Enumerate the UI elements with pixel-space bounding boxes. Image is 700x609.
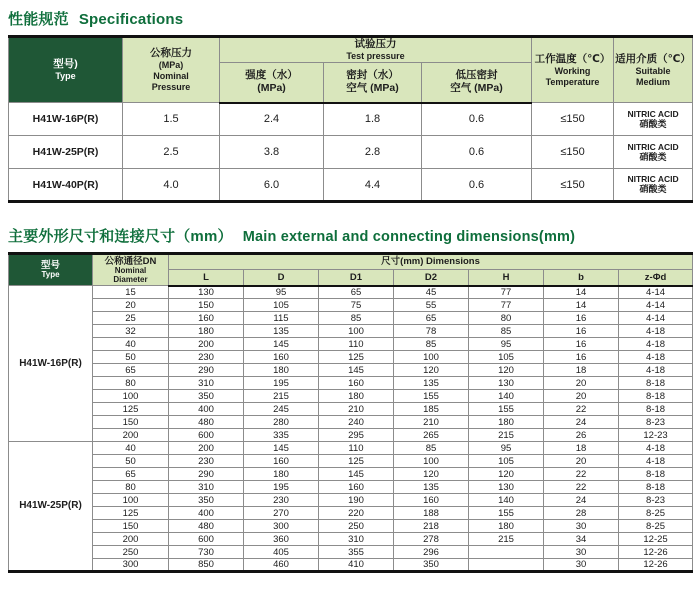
low-seal-unit: 空气 (MPa) [450,82,503,95]
seal-zh: 密封（水） [346,69,399,82]
dims-cell: 188 [394,507,469,520]
dims-cell: 400 [169,507,244,520]
dims-cell: 8-23 [619,494,693,507]
dims-cell: 120 [469,468,544,481]
dims-cell: 78 [394,325,469,338]
dims-cell: 280 [244,416,319,429]
dims-cell: 4-18 [619,364,693,377]
dims-cell: 220 [319,507,394,520]
dims-cell: 295 [319,429,394,442]
medium-line-zh: 硝酸类 [639,184,667,195]
dims-cell: 105 [244,299,319,312]
dims-cell: 290 [169,468,244,481]
dims-table [8,252,693,573]
dims-cell: 30 [544,520,619,533]
dims-cell: 245 [244,403,319,416]
dims-row [9,377,693,390]
dims-cell: 8-23 [619,416,693,429]
medium-line-en: NITRIC ACID [627,108,679,119]
spec-cell-temp: ≤150 [532,169,614,202]
dims-cell [469,559,544,572]
dims-group-header [169,254,693,270]
dn-zh: 公称通径DN [104,255,157,267]
temp-en1: Working [554,65,591,76]
dims-cell: 105 [469,351,544,364]
dims-cell: 480 [169,416,244,429]
medium-line-en: NITRIC ACID [627,174,679,184]
medium-zh-label: 适用介质（℃） [615,52,691,65]
dims-row [9,559,693,572]
dims-cell: 160 [319,481,394,494]
dims-cell: 195 [244,481,319,494]
dims-cell: 22 [544,403,619,416]
dims-cell: 185 [394,403,469,416]
dims-cell: 4-18 [619,455,693,468]
dims-cell: 140 [469,390,544,403]
dims-cell: 296 [394,546,469,559]
dims-row [9,351,693,364]
spec-cell-seal: 2.8 [324,136,422,169]
dims-cell: 135 [394,377,469,390]
dims-cell: 145 [244,338,319,351]
dims-cell: 85 [319,312,394,325]
dims-cell: 200 [169,338,244,351]
dims-cell: 215 [469,429,544,442]
dims-cell: 16 [544,312,619,325]
dims-cell: 250 [93,546,169,559]
dims-cell: 8-18 [619,390,693,403]
dims-cell: 145 [244,442,319,455]
dims-cell: 65 [319,286,394,299]
dims-cell: 125 [319,455,394,468]
dims-cell: 4-18 [619,351,693,364]
dims-cell: 180 [244,364,319,377]
dims-cell: 30 [544,546,619,559]
dims-cell: 120 [469,364,544,377]
dims-row [9,325,693,338]
dims-cell: 155 [469,507,544,520]
dims-cell: 65 [93,364,169,377]
dims-cell: 12-23 [619,429,693,442]
dims-cell: 155 [469,403,544,416]
dim-col-b: b [544,270,619,286]
dims-row [9,429,693,442]
nominal-en1: Nominal [153,71,189,82]
dims-cell: 600 [169,429,244,442]
dims-cell: 125 [93,403,169,416]
dims-cell-type: H41W-16P(R) [9,286,93,442]
spec-col-seal [324,63,422,103]
dim-col-zPhid: z-Φd [619,270,693,286]
dims-cell: 350 [169,390,244,403]
dims-cell: 135 [244,325,319,338]
dims-cell: 405 [244,546,319,559]
dims-cell: 160 [244,455,319,468]
dims-row [9,507,693,520]
test-pressure-zh: 试验压力 [354,38,397,51]
dims-cell: 80 [93,377,169,390]
spec-cell-medium [614,103,693,136]
dims-cell: 180 [469,416,544,429]
dims-cell: 20 [544,390,619,403]
dims-row [9,299,693,312]
dims-cell: 850 [169,559,244,572]
dims-cell: 600 [169,533,244,546]
medium-line-zh: 硝酸类 [639,151,667,162]
dims-cell: 45 [394,286,469,299]
dims-cell: 230 [169,351,244,364]
spec-col-type-en: Type [55,71,76,82]
dims-cell: 4-14 [619,286,693,299]
dims-cell: 100 [93,390,169,403]
dims-cell: 310 [319,533,394,546]
dims-cell: 210 [394,416,469,429]
low-seal-zh: 低压密封 [455,69,498,82]
dims-cell: 12-26 [619,546,693,559]
spec-cell-nominal: 1.5 [123,103,220,136]
dims-cell: 80 [469,312,544,325]
dims-cell: 20 [544,377,619,390]
dims-cell: 28 [544,507,619,520]
dims-cell: 195 [244,377,319,390]
dims-cell: 180 [469,520,544,533]
spec-cell-strength: 2.4 [220,103,324,136]
dims-cell: 8-18 [619,468,693,481]
spec-cell-type: H41W-25P(R) [9,136,123,169]
dims-cell: 50 [93,351,169,364]
dims-cell: 24 [544,494,619,507]
dims-cell: 300 [244,520,319,533]
dims-cell: 290 [169,364,244,377]
dims-row [9,546,693,559]
dims-cell: 20 [544,455,619,468]
spec-col-nominal-pressure [123,37,220,103]
dims-cell: 80 [93,481,169,494]
spec-table [8,35,693,203]
medium-line-zh: 硝酸类 [639,118,667,129]
dims-cell: 115 [244,312,319,325]
dims-cell: 200 [93,533,169,546]
dims-cell: 160 [394,494,469,507]
dims-cell: 200 [93,429,169,442]
dims-cell: 200 [169,442,244,455]
dims-cell: 20 [93,299,169,312]
dn-en1: Nominal [114,266,147,276]
dims-cell: 100 [394,351,469,364]
strength-zh: 强度（水） [245,69,298,82]
dims-cell: 230 [169,455,244,468]
spec-col-working-temp [532,37,614,103]
spec-title-zh: 性能规范 [8,11,69,28]
nominal-zh: 公称压力 [150,47,192,60]
spec-cell-medium [614,169,693,202]
dims-cell: 130 [469,481,544,494]
dims-cell: 14 [544,286,619,299]
dim-col-D1: D1 [319,270,394,286]
dims-cell: 65 [93,468,169,481]
dims-cell: 410 [319,559,394,572]
dims-cell: 25 [93,312,169,325]
dims-cell: 355 [319,546,394,559]
dims-cell: 12-25 [619,533,693,546]
dims-cell: 8-25 [619,520,693,533]
dims-row [9,533,693,546]
dims-title-en: Main external and connecting dimensions(mm) [242,229,576,245]
spec-table-body [9,103,693,202]
spec-col-type-zh: 型号) [53,58,78,71]
dims-cell: 65 [394,312,469,325]
dims-cell: 95 [469,338,544,351]
dims-cell: 218 [394,520,469,533]
dims-row [9,494,693,507]
spec-cell-seal: 4.4 [324,169,422,202]
dims-table-body [9,286,693,572]
dims-cell: 335 [244,429,319,442]
spec-cell-type: H41W-40P(R) [9,169,123,202]
dims-cell: 8-18 [619,403,693,416]
dims-row [9,312,693,325]
dims-cell: 4-14 [619,299,693,312]
dims-cell: 8-18 [619,377,693,390]
dims-cell: 180 [244,468,319,481]
dims-row [9,481,693,494]
dims-cell: 100 [394,455,469,468]
dim-col-L: L [169,270,244,286]
dims-cell: 140 [469,494,544,507]
dims-cell: 125 [319,351,394,364]
dims-cell: 180 [169,325,244,338]
spec-cell-nominal: 2.5 [123,136,220,169]
spec-row [9,103,693,136]
spec-row [9,136,693,169]
dims-cell: 16 [544,338,619,351]
dims-cell-type: H41W-25P(R) [9,442,93,572]
dims-cell: 110 [319,338,394,351]
dims-cell: 105 [469,455,544,468]
dims-cell: 125 [93,507,169,520]
dims-cell: 270 [244,507,319,520]
dims-cell: 480 [169,520,244,533]
dims-cell: 4-18 [619,325,693,338]
dims-cell: 130 [169,286,244,299]
spec-row [9,169,693,202]
dims-cell: 278 [394,533,469,546]
spec-cell-nominal: 4.0 [123,169,220,202]
dims-row [9,520,693,533]
strength-unit: (MPa) [257,82,286,95]
dims-header-label: 尺寸(mm) Dimensions [381,256,480,268]
dims-cell: 24 [544,416,619,429]
dims-cell: 75 [319,299,394,312]
dims-type-zh: 型号 [40,259,60,271]
dims-table-header [9,254,693,286]
spec-col-type [9,37,123,103]
dims-cell: 77 [469,299,544,312]
spec-cell-temp: ≤150 [532,103,614,136]
dims-cell: 16 [544,325,619,338]
dims-cell: 15 [93,286,169,299]
dims-cell: 8-25 [619,507,693,520]
dims-cell: 150 [169,299,244,312]
dims-cell: 55 [394,299,469,312]
dims-cell: 155 [394,390,469,403]
dims-cell: 40 [93,338,169,351]
dims-cell: 34 [544,533,619,546]
spec-cell-medium [614,136,693,169]
dims-cell: 85 [394,338,469,351]
dims-row [9,390,693,403]
dims-cell: 230 [244,494,319,507]
spec-col-test-pressure [220,37,532,63]
dims-cell: 150 [93,520,169,533]
dims-col-type [9,254,93,286]
dims-cell: 300 [93,559,169,572]
spec-col-suitable-medium [614,37,693,103]
spec-col-low-seal [422,63,532,103]
dims-cell: 32 [93,325,169,338]
dims-cell [469,546,544,559]
dims-cell: 120 [394,364,469,377]
dims-cell: 265 [394,429,469,442]
dims-cell: 18 [544,364,619,377]
dims-cell: 95 [244,286,319,299]
spec-section-title [8,8,692,29]
dims-cell: 14 [544,299,619,312]
dims-cell: 350 [394,559,469,572]
spec-cell-strength: 6.0 [220,169,324,202]
dims-cell: 77 [469,286,544,299]
dims-cell: 8-18 [619,481,693,494]
medium-line-en: NITRIC ACID [627,141,679,152]
dims-section-title [8,225,692,246]
dims-cell: 215 [469,533,544,546]
spec-title-en: Specifications [78,11,184,28]
dims-row [9,338,693,351]
spec-cell-type: H41W-16P(R) [9,103,123,136]
dims-cell: 130 [469,377,544,390]
dims-cell: 50 [93,455,169,468]
dims-cell: 18 [544,442,619,455]
dims-cell: 150 [93,416,169,429]
dims-row [9,403,693,416]
dims-cell: 100 [319,325,394,338]
dims-cell: 135 [394,481,469,494]
dims-cell: 85 [394,442,469,455]
dims-row [9,442,693,455]
temp-zh: 工作温度（℃） [534,52,611,65]
dims-cell: 460 [244,559,319,572]
spec-cell-low_seal: 0.6 [422,136,532,169]
dims-cell: 95 [469,442,544,455]
dims-cell: 22 [544,481,619,494]
dim-col-H: H [469,270,544,286]
dims-cell: 16 [544,351,619,364]
dim-col-D2: D2 [394,270,469,286]
dims-cell: 85 [469,325,544,338]
dims-cell: 250 [319,520,394,533]
dims-cell: 110 [319,442,394,455]
dims-cell: 160 [169,312,244,325]
dims-cell: 26 [544,429,619,442]
nominal-en2: Pressure [151,81,191,92]
dims-cell: 145 [319,468,394,481]
dims-row [9,455,693,468]
medium-en1: Suitable [635,65,671,76]
spec-cell-temp: ≤150 [532,136,614,169]
dims-cell: 4-18 [619,442,693,455]
spec-table-header [9,37,693,103]
dims-cell: 22 [544,468,619,481]
dims-cell: 100 [93,494,169,507]
dims-cell: 4-18 [619,338,693,351]
dims-col-dn [93,254,169,286]
dims-cell: 160 [244,351,319,364]
dims-cell: 210 [319,403,394,416]
dims-cell: 12-26 [619,559,693,572]
dims-cell: 360 [244,533,319,546]
dims-row [9,364,693,377]
dim-col-D: D [244,270,319,286]
seal-unit: 空气 (MPa) [346,82,399,95]
dims-cell: 180 [319,390,394,403]
dims-cell: 400 [169,403,244,416]
spec-cell-low_seal: 0.6 [422,169,532,202]
spec-cell-strength: 3.8 [220,136,324,169]
dims-cell: 160 [319,377,394,390]
dims-row [9,416,693,429]
dims-cell: 240 [319,416,394,429]
dims-cell: 310 [169,377,244,390]
spec-cell-seal: 1.8 [324,103,422,136]
dims-cell: 4-14 [619,312,693,325]
dn-en2: Diameter [113,274,148,284]
dims-row [9,468,693,481]
medium-en2: Medium [636,76,671,87]
dims-title-zh: 主要外形尺寸和连接尺寸（mm） [8,228,233,245]
dims-cell: 145 [319,364,394,377]
dims-cell: 350 [169,494,244,507]
dims-cell: 730 [169,546,244,559]
nominal-unit: (MPa) [158,60,184,71]
spec-cell-low_seal: 0.6 [422,103,532,136]
test-pressure-en: Test pressure [346,51,405,62]
dims-cell: 215 [244,390,319,403]
dims-cell: 30 [544,559,619,572]
dims-type-en: Type [41,270,60,280]
dims-cell: 310 [169,481,244,494]
spec-col-strength [220,63,324,103]
dims-cell: 120 [394,468,469,481]
dims-cell: 40 [93,442,169,455]
dims-cell: 190 [319,494,394,507]
dims-row [9,286,693,299]
temp-en2: Temperature [545,76,600,87]
